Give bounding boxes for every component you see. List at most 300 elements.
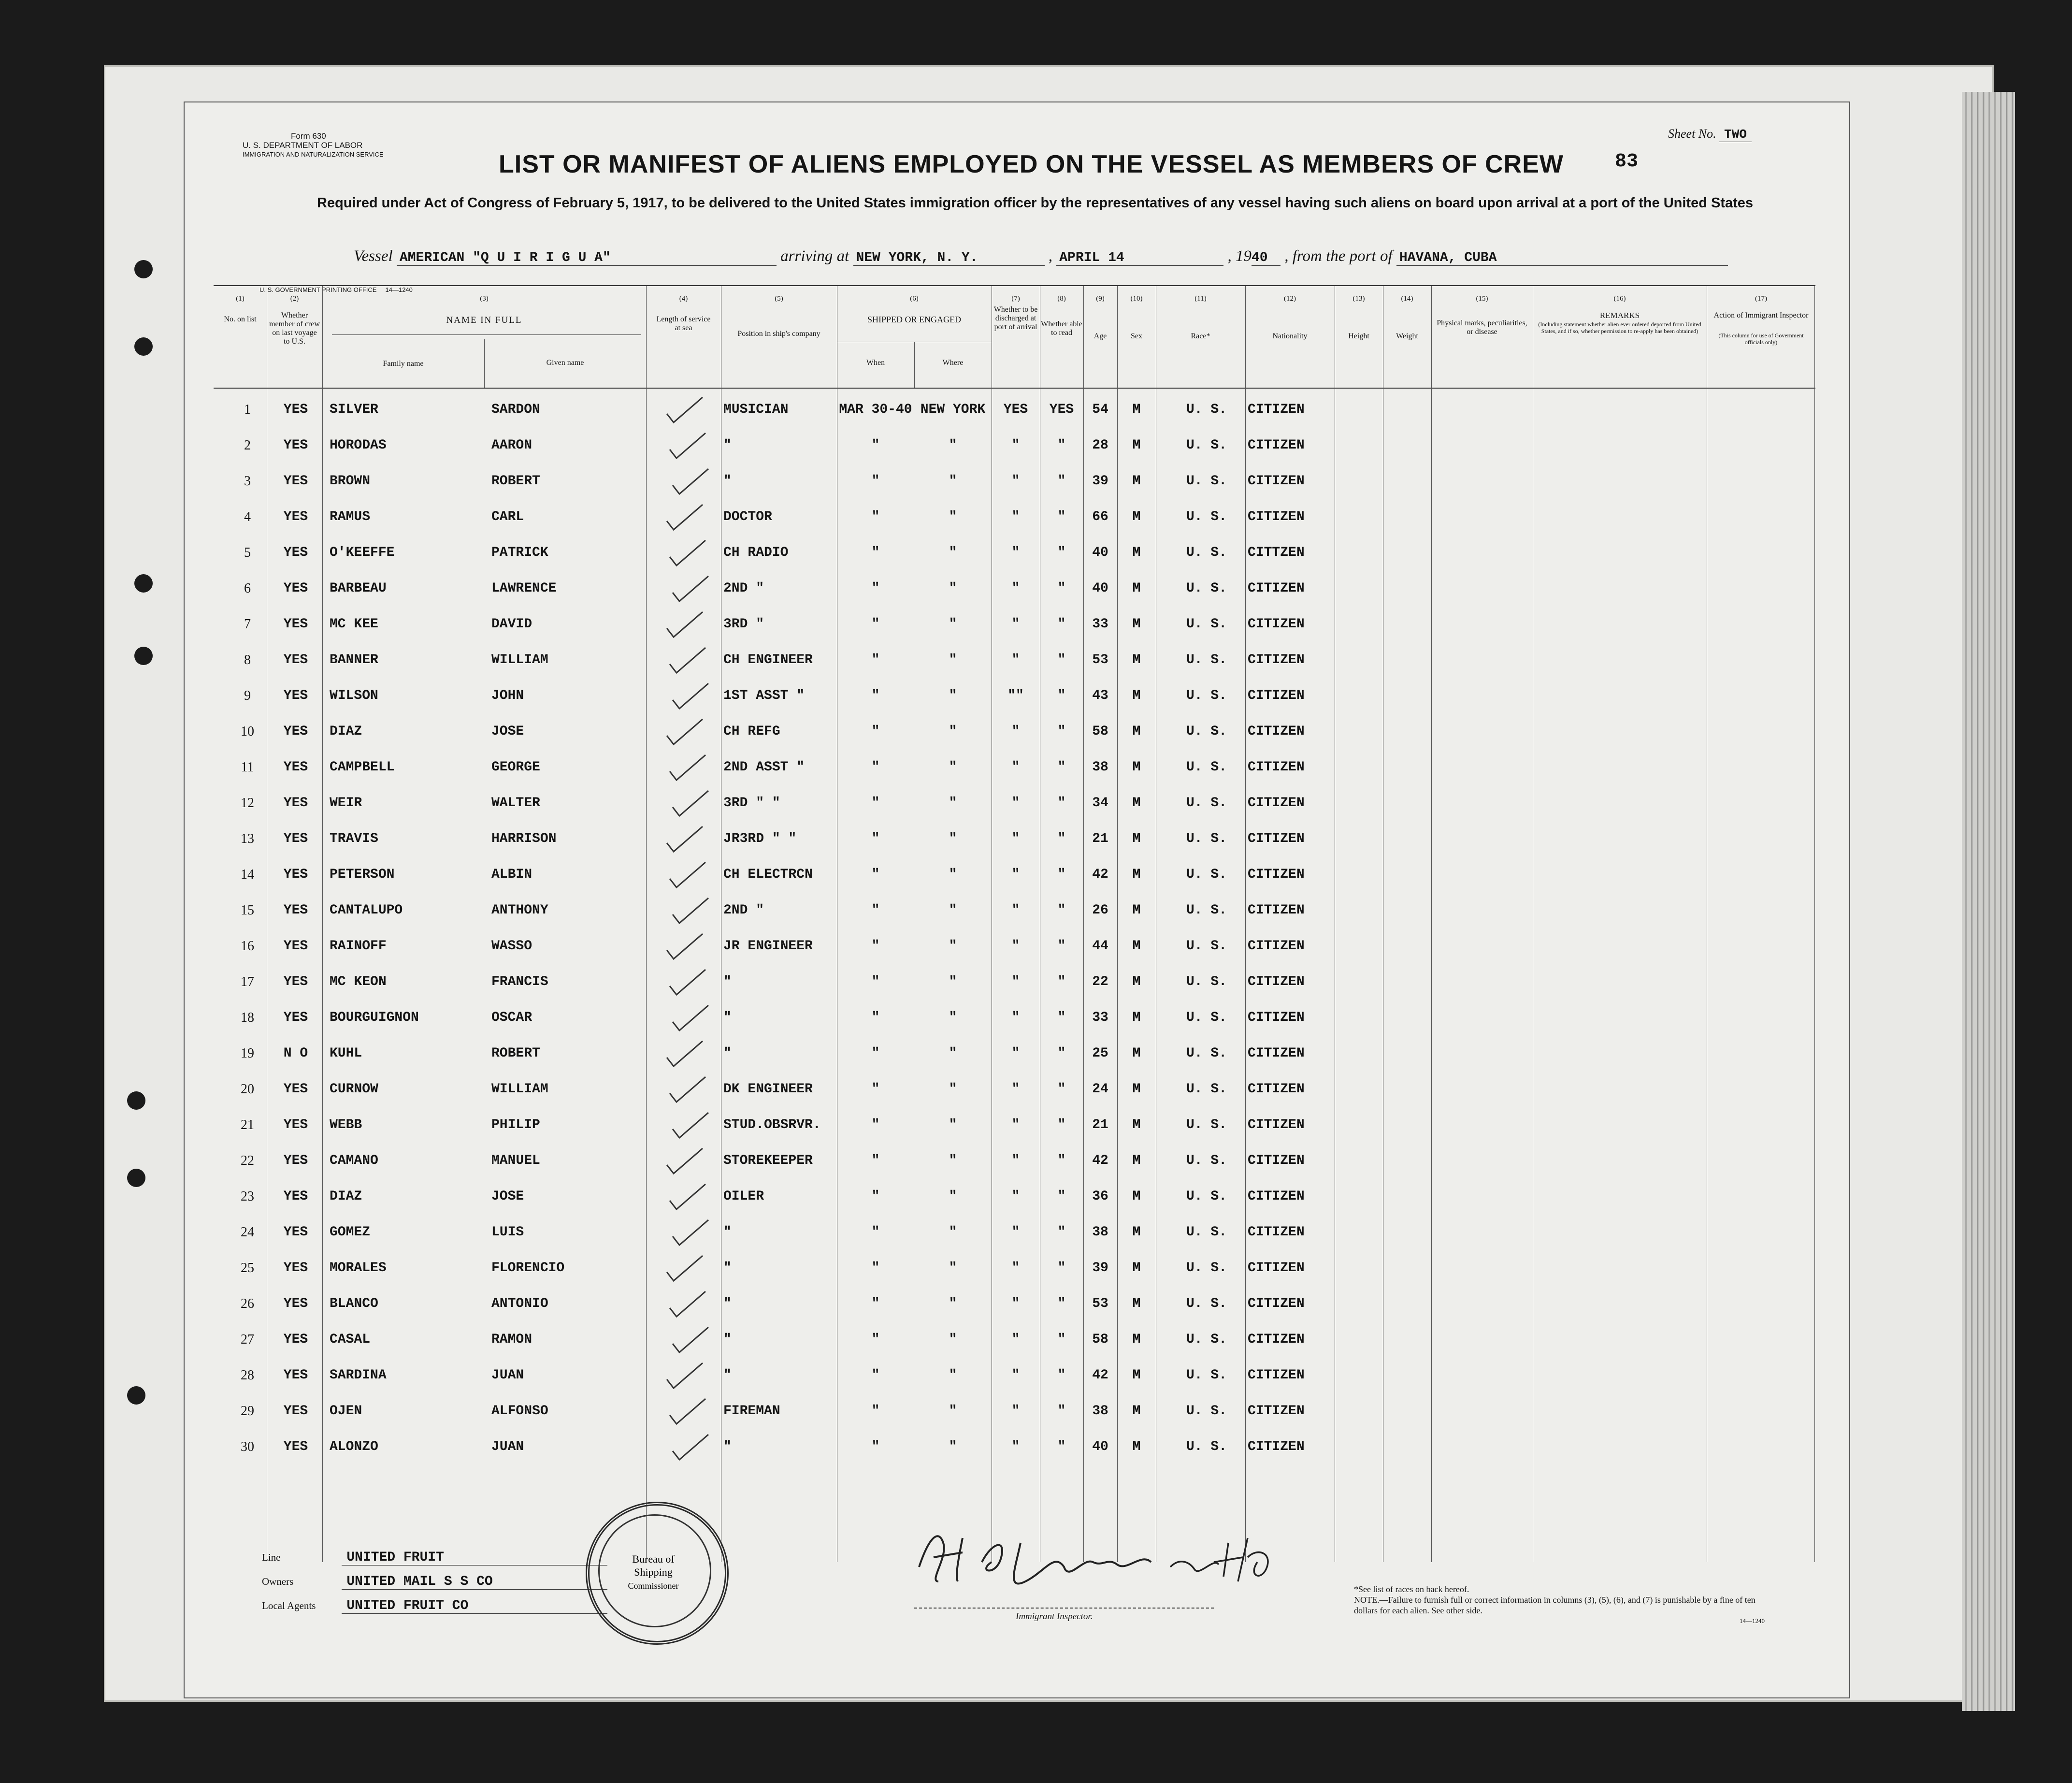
cell-given: CARL [491, 509, 524, 524]
cell-family: CAMANO [330, 1153, 378, 1168]
cell-when: " [871, 652, 880, 667]
cell-race: U. S. [1186, 939, 1227, 954]
table-row [214, 1287, 1815, 1322]
check-mark [666, 645, 709, 676]
cell-race: U. S. [1186, 1261, 1227, 1276]
cell-read: " [1057, 1010, 1066, 1025]
cell-nationality: CITIZEN [1248, 581, 1305, 596]
cell-nationality: CITIZEN [1248, 1225, 1305, 1240]
cell-sex: M [1132, 1010, 1141, 1025]
svg-text:Shipping: Shipping [634, 1566, 673, 1578]
cell-position: " [723, 1332, 732, 1347]
owners-value: UNITED MAIL S S CO [342, 1574, 607, 1590]
col-num: (11) [1194, 295, 1207, 303]
table-row [214, 1322, 1815, 1358]
cell-sex: M [1132, 1153, 1141, 1168]
cell-read: " [1057, 867, 1066, 882]
cell-sex: M [1132, 545, 1141, 560]
cell-position: STOREKEEPER [723, 1153, 813, 1168]
cell-age: 33 [1092, 617, 1108, 632]
cell-where: " [949, 760, 957, 775]
table-row [214, 536, 1815, 571]
cell-no: 13 [241, 831, 254, 846]
cell-race: U. S. [1186, 1117, 1227, 1132]
check-mark [666, 967, 709, 998]
cell-family: MORALES [330, 1261, 387, 1276]
cell-no: 16 [241, 939, 254, 954]
svg-text:Commissioner: Commissioner [628, 1581, 679, 1591]
cell-disch: " [1011, 1046, 1020, 1061]
col-num: (3) [480, 295, 489, 303]
line-field [262, 1550, 607, 1566]
cell-family: GOMEZ [330, 1225, 371, 1240]
cell-position: 2ND " [723, 581, 764, 596]
cell-nationality: CITIZEN [1248, 831, 1305, 846]
check-mark [666, 1396, 709, 1427]
cell-nationality: CITIZEN [1248, 1296, 1305, 1311]
cell-crew: YES [283, 939, 308, 954]
check-mark [666, 859, 709, 890]
races-note: *See list of races on back hereof. [1354, 1584, 1469, 1594]
inspector-label: Immigrant Inspector. [1016, 1611, 1093, 1622]
cell-nationality: CITIZEN [1248, 1261, 1305, 1276]
cell-no: 30 [241, 1439, 254, 1454]
cell-read: " [1057, 1153, 1066, 1168]
arrival-date: APRIL 14 [1056, 250, 1223, 266]
cell-crew: YES [283, 1296, 308, 1311]
cell-age: 33 [1092, 1010, 1108, 1025]
cell-read: " [1057, 688, 1066, 703]
cell-family: MC KEE [330, 617, 378, 632]
cell-read: " [1057, 1261, 1066, 1276]
cell-nationality: CITIZEN [1248, 1404, 1305, 1419]
cell-nationality: CITIZEN [1248, 867, 1305, 882]
cell-when: MAR 30-40 [839, 402, 912, 417]
cell-read: YES [1049, 402, 1074, 417]
cell-position: " [723, 1261, 732, 1276]
cell-position: JR ENGINEER [723, 939, 813, 954]
cell-read: " [1057, 545, 1066, 560]
cell-read: " [1057, 1439, 1066, 1454]
cell-disch: " [1011, 1117, 1020, 1132]
cell-given: ALFONSO [491, 1404, 548, 1419]
cell-no: 12 [241, 796, 254, 811]
cell-read: " [1057, 1332, 1066, 1347]
cell-no: 22 [241, 1153, 254, 1168]
cell-disch: " [1011, 974, 1020, 989]
cell-family: RAINOFF [330, 939, 387, 954]
cell-disch: " [1011, 796, 1020, 811]
cell-disch: " [1011, 831, 1020, 846]
cell-where: " [949, 1046, 957, 1061]
table-row [214, 1215, 1815, 1251]
cell-disch: " [1011, 1368, 1020, 1383]
cell-position: 3RD " [723, 617, 764, 632]
cell-no: 18 [241, 1010, 254, 1025]
table-row [214, 571, 1815, 607]
cell-race: U. S. [1186, 1332, 1227, 1347]
table-row [214, 1358, 1815, 1394]
table-row [214, 1036, 1815, 1072]
cell-where: " [949, 1332, 957, 1347]
col-num: (10) [1130, 295, 1143, 303]
col-header-when: When [866, 359, 885, 367]
sheet-value: TWO [1719, 127, 1752, 142]
col-header-crew: Whether member of crew on last voyage to U.S. [269, 311, 320, 346]
cell-given: HARRISON [491, 831, 557, 846]
cell-where: " [949, 1261, 957, 1276]
cell-where: " [949, 581, 957, 596]
table-row [214, 1072, 1815, 1108]
cell-age: 66 [1092, 509, 1108, 524]
cell-position: 1ST ASST " [723, 688, 805, 703]
cell-family: MC KEON [330, 974, 387, 989]
printing-office-label: U. S. GOVERNMENT PRINTING OFFICE [259, 286, 377, 293]
cell-no: 11 [241, 760, 254, 775]
cell-given: MANUEL [491, 1153, 540, 1168]
cell-crew: YES [283, 1153, 308, 1168]
cell-family: BROWN [330, 474, 371, 489]
cell-read: " [1057, 652, 1066, 667]
cell-age: 21 [1092, 1117, 1108, 1132]
col-header-nationality: Nationality [1272, 332, 1308, 340]
col-header-discharged: Whether to be discharged at port of arrival [993, 305, 1038, 331]
cell-when: " [871, 1153, 880, 1168]
cell-race: U. S. [1186, 1046, 1227, 1061]
col-header-weight: Weight [1396, 332, 1418, 340]
cell-family: BANNER [330, 652, 378, 667]
cell-where: " [949, 974, 957, 989]
binder-hole [134, 260, 153, 278]
column-rule [914, 342, 915, 388]
check-mark [669, 1002, 712, 1033]
cell-disch: " [1011, 903, 1020, 918]
cell-sex: M [1132, 1261, 1141, 1276]
cell-where: " [949, 724, 957, 739]
cell-crew: YES [283, 831, 308, 846]
cell-given: JOSE [491, 724, 524, 739]
cell-disch: " [1011, 1439, 1020, 1454]
cell-position: 3RD " " [723, 796, 780, 811]
cell-where: " [949, 1153, 957, 1168]
cell-race: U. S. [1186, 1368, 1227, 1383]
col-num: (6) [910, 295, 919, 303]
cell-read: " [1057, 617, 1066, 632]
cell-race: U. S. [1186, 509, 1227, 524]
cell-crew: YES [283, 581, 308, 596]
document-subtitle: Required under Act of Congress of February 5, 1917, to be delivered to the United States immigration officer by the representatives of any vessel having such aliens on board upon arrival at a port of the United States [317, 195, 1754, 211]
cell-no: 23 [241, 1189, 254, 1204]
cell-where: " [949, 939, 957, 954]
check-mark [669, 466, 712, 497]
cell-position: 2ND ASST " [723, 760, 805, 775]
cell-position: JR3RD " " [723, 831, 797, 846]
cell-where: " [949, 688, 957, 703]
manifest-table [214, 285, 1815, 1562]
cell-when: " [871, 1189, 880, 1204]
svg-text:Bureau of: Bureau of [632, 1553, 675, 1565]
cell-no: 29 [241, 1404, 254, 1419]
cell-crew: YES [283, 402, 308, 417]
cell-where: " [949, 1404, 957, 1419]
cell-no: 3 [244, 474, 251, 489]
cell-no: 15 [241, 903, 254, 918]
cell-sex: M [1132, 1082, 1141, 1097]
cell-disch: " [1011, 509, 1020, 524]
cell-family: OJEN [330, 1404, 362, 1419]
table-row [214, 965, 1815, 1000]
check-mark [669, 1324, 712, 1355]
name-rule [332, 334, 641, 335]
cell-when: " [871, 1439, 880, 1454]
table-row [214, 714, 1815, 750]
cell-when: " [871, 1368, 880, 1383]
check-mark [669, 788, 712, 819]
col-header-action-note: (This column for use of Government officials only) [1718, 332, 1804, 346]
line-label: Line [262, 1551, 281, 1563]
cell-where: " [949, 831, 957, 846]
cell-position: OILER [723, 1189, 764, 1204]
cell-disch: " [1011, 1082, 1020, 1097]
cell-read: " [1057, 1225, 1066, 1240]
cell-race: U. S. [1186, 760, 1227, 775]
cell-race: U. S. [1186, 1153, 1227, 1168]
cell-disch: " [1011, 760, 1020, 775]
cell-crew: YES [283, 509, 308, 524]
table-row [214, 786, 1815, 822]
cell-crew: YES [283, 1261, 308, 1276]
cell-read: " [1057, 1082, 1066, 1097]
cell-nationality: CITIZEN [1248, 796, 1305, 811]
cell-race: U. S. [1186, 867, 1227, 882]
cell-nationality: CITIZEN [1248, 1368, 1305, 1383]
cell-disch: " [1011, 474, 1020, 489]
cell-no: 19 [241, 1046, 254, 1061]
cell-family: ALONZO [330, 1439, 378, 1454]
cell-nationality: CITIZEN [1248, 1046, 1305, 1061]
cell-read: " [1057, 1368, 1066, 1383]
cell-where: " [949, 1189, 957, 1204]
table-row [214, 893, 1815, 929]
cell-given: OSCAR [491, 1010, 532, 1025]
check-mark [666, 1074, 709, 1105]
cell-race: U. S. [1186, 545, 1227, 560]
cell-when: " [871, 1225, 880, 1240]
cell-nationality: CITIZEN [1248, 402, 1305, 417]
cell-family: BOURGUIGNON [330, 1010, 419, 1025]
cell-position: " [723, 1046, 732, 1061]
table-row [214, 392, 1815, 428]
cell-crew: YES [283, 796, 308, 811]
sheet-number [1668, 127, 1752, 142]
binder-hole [127, 1169, 145, 1187]
cell-age: 26 [1092, 903, 1108, 918]
cell-sex: M [1132, 796, 1141, 811]
cell-age: 38 [1092, 760, 1108, 775]
owners-label: Owners [262, 1576, 294, 1587]
cell-crew: YES [283, 1189, 308, 1204]
department: U. S. DEPARTMENT OF LABOR [243, 141, 363, 150]
cell-sex: M [1132, 724, 1141, 739]
cell-where: " [949, 1010, 957, 1025]
cell-given: PHILIP [491, 1117, 540, 1132]
cell-crew: YES [283, 760, 308, 775]
cell-when: " [871, 1296, 880, 1311]
cell-sex: M [1132, 1332, 1141, 1347]
col-header-read: Whether able to read [1041, 320, 1082, 337]
cell-sex: M [1132, 617, 1141, 632]
cell-sex: M [1132, 402, 1141, 417]
cell-position: 2ND " [723, 903, 764, 918]
cell-no: 24 [241, 1225, 254, 1240]
check-mark [669, 1110, 712, 1141]
cell-race: U. S. [1186, 903, 1227, 918]
cell-disch: " [1011, 1296, 1020, 1311]
cell-no: 6 [244, 581, 251, 596]
col-header-marks: Physical marks, peculiarities, or disease [1437, 319, 1527, 336]
cell-no: 21 [241, 1117, 254, 1132]
col-header-race: Race* [1191, 332, 1210, 340]
cell-age: 39 [1092, 474, 1108, 489]
cell-crew: YES [283, 1117, 308, 1132]
table-row [214, 750, 1815, 786]
binder-hole [134, 647, 153, 665]
cell-crew: YES [283, 1439, 308, 1454]
cell-family: BLANCO [330, 1296, 378, 1311]
cell-nationality: CITIZEN [1248, 1082, 1305, 1097]
cell-when: " [871, 474, 880, 489]
cell-given: WILLIAM [491, 652, 548, 667]
sheet-label: Sheet No. [1668, 127, 1716, 141]
cell-given: ROBERT [491, 1046, 540, 1061]
cell-race: U. S. [1186, 474, 1227, 489]
cell-read: " [1057, 1296, 1066, 1311]
col-header-position: Position in ship's company [737, 330, 820, 338]
cell-read: " [1057, 474, 1066, 489]
cell-sex: M [1132, 1368, 1141, 1383]
cell-family: SARDINA [330, 1368, 387, 1383]
cell-no: 14 [241, 867, 254, 882]
cell-family: DIAZ [330, 1189, 362, 1204]
table-row [214, 500, 1815, 536]
col-header-no: No. on list [224, 315, 257, 323]
cell-no: 26 [241, 1296, 254, 1311]
cell-sex: M [1132, 1189, 1141, 1204]
cell-disch: " [1011, 724, 1020, 739]
cell-position: DK ENGINEER [723, 1082, 813, 1097]
cell-no: 1 [244, 402, 251, 417]
table-row [214, 1144, 1815, 1179]
cell-given: FLORENCIO [491, 1261, 565, 1276]
cell-read: " [1057, 581, 1066, 596]
col-header-name: NAME IN FULL [446, 315, 522, 325]
form-header [243, 131, 384, 159]
cell-given: ROBERT [491, 474, 540, 489]
cell-race: U. S. [1186, 438, 1227, 453]
cell-crew: YES [283, 974, 308, 989]
cell-family: WILSON [330, 688, 378, 703]
cell-sex: M [1132, 1046, 1141, 1061]
cell-given: JUAN [491, 1439, 524, 1454]
cell-where: " [949, 1225, 957, 1240]
cell-sex: M [1132, 509, 1141, 524]
cell-nationality: CITIZEN [1248, 1439, 1305, 1454]
cell-no: 25 [241, 1261, 254, 1276]
cell-nationality: CITIZEN [1248, 617, 1305, 632]
cell-race: U. S. [1186, 796, 1227, 811]
arriving-label: arriving at [780, 247, 849, 265]
check-mark [663, 1360, 706, 1391]
cell-age: 38 [1092, 1404, 1108, 1419]
cell-given: GEORGE [491, 760, 540, 775]
cell-race: U. S. [1186, 402, 1227, 417]
cell-age: 22 [1092, 974, 1108, 989]
cell-nationality: CITTZEN [1248, 545, 1305, 560]
cell-sex: M [1132, 1225, 1141, 1240]
cell-race: U. S. [1186, 724, 1227, 739]
cell-disch: " [1011, 545, 1020, 560]
cell-when: " [871, 724, 880, 739]
cell-where: " [949, 652, 957, 667]
arrival-port: NEW YORK, N. Y. [853, 250, 1045, 266]
column-rule [484, 339, 485, 388]
cell-when: " [871, 1117, 880, 1132]
cell-crew: YES [283, 1010, 308, 1025]
cell-age: 21 [1092, 831, 1108, 846]
cell-age: 42 [1092, 1368, 1108, 1383]
cell-sex: M [1132, 1404, 1141, 1419]
cell-age: 25 [1092, 1046, 1108, 1061]
cell-race: U. S. [1186, 831, 1227, 846]
cell-sex: M [1132, 939, 1141, 954]
check-mark [666, 430, 709, 461]
cell-sex: M [1132, 688, 1141, 703]
cell-crew: YES [283, 724, 308, 739]
cell-when: " [871, 438, 880, 453]
cell-read: " [1057, 438, 1066, 453]
col-header-service: Length of service at sea [656, 315, 711, 332]
col-header-given: Given name [546, 359, 584, 367]
check-mark [663, 931, 706, 962]
col-num: (5) [775, 295, 783, 303]
cell-read: " [1057, 939, 1066, 954]
cell-crew: YES [283, 688, 308, 703]
cell-family: CURNOW [330, 1082, 378, 1097]
cell-age: 58 [1092, 724, 1108, 739]
check-mark [663, 716, 706, 747]
cell-given: JOHN [491, 688, 524, 703]
cell-read: " [1057, 903, 1066, 918]
cell-race: U. S. [1186, 652, 1227, 667]
table-row [214, 464, 1815, 500]
cell-age: 34 [1092, 796, 1108, 811]
check-mark [669, 1217, 712, 1248]
page-number: 83 [1615, 151, 1639, 173]
cell-given: SARDON [491, 402, 540, 417]
cell-age: 42 [1092, 867, 1108, 882]
cell-crew: YES [283, 1332, 308, 1347]
cell-crew: YES [283, 617, 308, 632]
inspector-signature [909, 1509, 1277, 1603]
cell-disch: " [1011, 939, 1020, 954]
cell-given: AARON [491, 438, 532, 453]
cell-read: " [1057, 724, 1066, 739]
cell-given: ALBIN [491, 867, 532, 882]
cell-crew: YES [283, 474, 308, 489]
cell-family: TRAVIS [330, 831, 378, 846]
cell-where: " [949, 903, 957, 918]
cell-when: " [871, 760, 880, 775]
